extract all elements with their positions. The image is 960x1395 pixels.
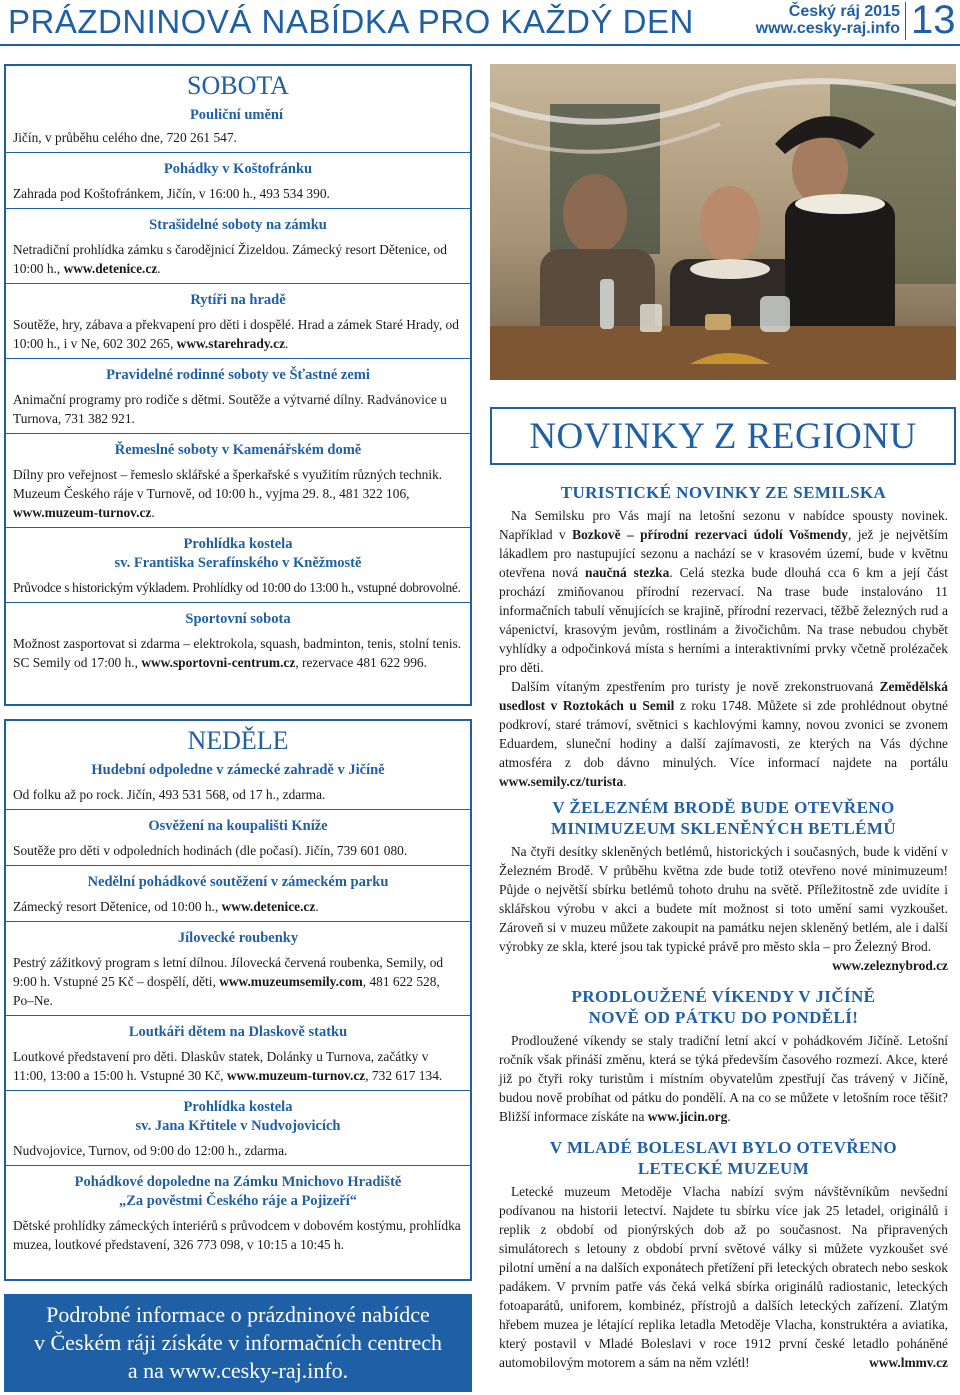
event-title-line2: sv. Františka Serafínského v Kněžmostě — [114, 555, 362, 571]
event-title: Rytíři na hradě — [190, 292, 286, 308]
page-number: 13 — [911, 0, 956, 42]
event-item — [6, 1173, 470, 1254]
event-text-part: Pestrý zážitkový program s letní dílnou. Jílovecká červená roubenka, Semily, od 9:00 h. Vstupné 25 Kč – dospělí, děti, — [13, 955, 444, 989]
text-part: Prodloužené víkendy se staly tradiční letní akcí v pohádkovém Jičíně. Letošní ročník však přináší změnu, která se týká především časového rozmezí. Akce, které již po čtyři roky turistům i místním obyvatelům zpestřují čas trávený v Jičíně, budou nově probíhat od pátku do pondělí. A na co se můžete v letošním roce těšit? Bližší informace získáte na — [499, 1033, 948, 1124]
event-text-part: , 732 617 134. — [365, 1068, 443, 1083]
section-heading-novinky: NOVINKY Z REGIONU — [490, 407, 956, 465]
event-link[interactable]: www.detenice.cz — [221, 899, 316, 914]
event-text: Animační programy pro rodiče s dětmi. Soutěže a výtvarné dílny. Radvánovice u Turnova, 731 382 921. — [13, 392, 447, 426]
event-text — [13, 240, 463, 278]
article-paragraph — [499, 842, 948, 973]
event-text: Nudvojovice, Turnov, od 9:00 do 12:00 h., zdarma. — [13, 1143, 288, 1158]
event-photo — [490, 64, 956, 380]
event-text-part: Dílny pro veřejnost – řemeslo sklářské a šperkařské s využitím různých technik. Muzeum Českého ráje v Turnově, od 10:00 h., vyjma 29. 8., 481 322 106, — [13, 467, 443, 501]
article-boleslav — [499, 1137, 948, 1372]
page-header — [0, 0, 960, 46]
event-title: Prohlídka kostela — [183, 536, 293, 552]
event-text: Zahrada pod Koštofránkem, Jičín, v 16:00 h., 493 534 390. — [13, 186, 330, 201]
article-jicin — [499, 986, 948, 1126]
article-link[interactable]: www.zeleznybrod.cz — [832, 958, 948, 973]
event-item — [6, 873, 470, 916]
info-banner — [4, 1294, 472, 1392]
event-title: Hudební odpoledne v zámecké zahradě v Jičíně — [91, 762, 385, 778]
publication-website[interactable]: www.cesky-raj.info — [755, 20, 900, 37]
event-text-part: Soutěže, hry, zábava a překvapení pro děti i dospělé. Hrad a zámek Staré Hrady, od 10:00 h., i v Ne, 602 302 265, — [13, 317, 459, 351]
event-title: Pravidelné rodinné soboty ve Šťastné zemi — [106, 367, 370, 383]
event-text-part: . — [157, 261, 161, 276]
event-link[interactable]: www.sportovni-centrum.cz — [141, 655, 296, 670]
event-text-part: Loutkové představení pro děti. Dlaskův statek, Dolánky u Turnova, začátky v 11:00, 13:00 a 15:00 h. Vstupné 30 Kč, — [13, 1049, 429, 1083]
event-text — [13, 634, 463, 672]
divider — [6, 921, 470, 922]
text-bold: naučná stezka — [585, 565, 670, 580]
event-item — [6, 929, 470, 1010]
divider — [6, 1090, 470, 1091]
event-link[interactable]: www.muzeum-turnov.cz — [226, 1068, 366, 1083]
saturday-heading: SOBOTA — [187, 71, 289, 100]
event-title: Řemeslné soboty v Kamenářském domě — [114, 442, 362, 458]
text-part: Na Semilsku pro Vás mají na letošní sezonu v nabídce spousty novinek. Například v — [499, 508, 948, 542]
info-banner-line: Podrobné informace o prázdninové nabídce — [46, 1302, 430, 1327]
event-text-part: , rezervace 481 622 996. — [295, 655, 427, 670]
event-text-part: . — [285, 336, 289, 351]
event-item — [6, 610, 470, 672]
event-title: Jílovecké roubenky — [177, 930, 299, 946]
event-item — [6, 366, 470, 428]
event-text-part: , 481 622 528, Po–Ne. — [13, 974, 440, 1008]
article-paragraph — [499, 677, 948, 791]
event-item — [6, 817, 470, 860]
article-betlemy — [499, 797, 948, 975]
article-title-line2: LETECKÉ MUZEUM — [637, 1159, 810, 1178]
event-title: Strašidelné soboty na zámku — [149, 217, 327, 233]
header-divider — [905, 2, 906, 40]
event-link[interactable]: www.detenice.cz — [63, 261, 158, 276]
article-paragraph — [499, 1031, 948, 1126]
article-body — [499, 1031, 948, 1126]
event-title: Pohádky v Koštofránku — [163, 161, 313, 177]
photo-illustration — [490, 64, 956, 380]
event-title: Loutkáři dětem na Dlaskově statku — [128, 1024, 348, 1040]
article-paragraph — [499, 1182, 948, 1372]
text-part: , jež je největším lákadlem pro nastupující sezonu a nachází se v krasovém území, bude v květnu otevřena nová — [499, 527, 948, 580]
article-title: V MLADÉ BOLESLAVI BYLO OTEVŘENO — [549, 1138, 898, 1157]
article-link[interactable]: www.lmmv.cz — [869, 1355, 948, 1370]
event-text-part: . — [315, 899, 319, 914]
saturday-box — [4, 64, 472, 706]
info-banner-line: v Českém ráji získáte v informačních centrech — [33, 1330, 443, 1355]
event-text-part: . — [151, 505, 155, 520]
event-text — [13, 897, 463, 916]
text-bold: Bozkově – přírodní rezervaci údolí Vošmendy — [572, 527, 848, 542]
divider — [6, 527, 470, 528]
article-semily — [499, 482, 948, 791]
publication-name: Český ráj 2015 — [788, 3, 900, 20]
text-part: Dalším vítaným zpestřením pro turisty je nově zrekonstruovaná — [511, 679, 880, 694]
event-item — [6, 216, 470, 278]
header-rule — [0, 44, 960, 46]
event-link[interactable]: www.starehrady.cz — [176, 336, 286, 351]
article-title-line2: MINIMUZEUM SKLENĚNÝCH BETLÉMŮ — [550, 819, 897, 838]
article-title: PRODLOUŽENÉ VÍKENDY V JIČÍNĚ — [571, 987, 876, 1006]
event-text: Soutěže pro děti v odpoledních hodinách (dle počasí). Jičín, 739 601 080. — [13, 843, 408, 858]
divider — [6, 865, 470, 866]
publication-block — [756, 3, 900, 37]
text-part: Na čtyři desítky skleněných betlémů, historických i současných, bude k vidění v Železném Brodě. V průběhu května zde bude totiž otevřeno nové minimuzeum! Půjde o největší sbírku betlémů tohoto druhu na světě. Příležitostně zde uvidíte i sklářskou výrobu v akci a budete mít možnost si toto umění sami vyzkoušet. Zároveň si v muzeu můžete zakoupit na památku nejen skleněný betlém, ale i další výrobky ze skla, které jsou tak typické právě pro město skla – pro Železný Brod. — [499, 844, 948, 954]
article-link[interactable]: www.jicin.org — [647, 1109, 728, 1124]
event-title: Pohádkové dopoledne na Zámku Mnichovo Hradiště — [74, 1174, 402, 1190]
article-body — [499, 1182, 948, 1372]
event-item — [6, 106, 470, 147]
event-title-line2: „Za pověstmi Českého ráje a Pojizeří“ — [119, 1193, 357, 1209]
event-title: Sportovní sobota — [185, 611, 291, 627]
event-item — [6, 761, 470, 804]
article-link[interactable]: www.semily.cz/turista — [499, 774, 624, 789]
event-title: Pouliční umění — [189, 107, 283, 123]
event-text: Dětské prohlídky zámeckých interiérů s průvodcem v dobovém kostýmu, prohlídka muzea, loutkové představení, 326 773 098, v 10:15 a 10:45 h. — [13, 1218, 461, 1252]
event-item — [6, 1023, 470, 1085]
sunday-box — [4, 719, 472, 1281]
event-text — [13, 953, 463, 1010]
event-link[interactable]: www.muzeum-turnov.cz — [13, 505, 152, 520]
event-title: Nedělní pohádkové soutěžení v zámeckém parku — [87, 874, 389, 890]
text-part: z roku 1748. Můžete si zde prohlédnout obytné podkroví, staré trámoví, světnici s kachlovými kamny, novou zvonici se zvonem Eduardem, sluneční hodiny a další zajímavosti, ze kterých na Vás dýchne atmosféra z dob dávno minulých. Více informací najdete na portálu — [499, 698, 948, 770]
info-banner-line: a na www.cesky-raj.info. — [127, 1358, 349, 1383]
divider — [6, 809, 470, 810]
page-title: PRÁZDNINOVÁ NABÍDKA PRO KAŽDÝ DEN — [8, 3, 694, 40]
event-text-part: Netradiční prohlídka zámku s čarodějnicí Žizeldou. Zámecký resort Dětenice, od 10:00 h., — [13, 242, 447, 276]
event-item — [6, 535, 470, 597]
event-text — [13, 1047, 463, 1085]
event-text-part: Možnost zasportovat si zdarma – elektrokola, squash, badminton, tenis, stolní tenis. SC Semily od 17:00 h., — [13, 636, 462, 670]
event-item — [6, 160, 470, 203]
event-text-part: Zámecký resort Dětenice, od 10:00 h., — [13, 899, 222, 914]
divider — [6, 433, 470, 434]
divider — [6, 152, 470, 153]
text-part: Letecké muzeum Metoděje Vlacha nabízí svým návštěvníkům nevšední podívanou na historii letectví. Najdete tu sbírku více jak 25 letadel, originálů i replik z období od pionýrských dob až po současnost. Na připravených simulátorech s letouny z období první světové války si můžete vyzkoušet své pilotní umění a na dalších exponátech přetížení při leteckých obratech nebo seskok padákem. V prvním patře vás čeká velká sbírka originálů radiostanic, leteckých fotoaparátů, uniforem, kombinéz, přístrojů a dalších leteckých zařízení. Zlatým hřebem muzea je létající replika letadla Metoděje Vlacha, konstruktéra a aviatika, který postavil v Mladé Boleslavi v roce 1912 první české letadlo poháněné automobilovým motorem a sám na něm vzlétl! — [499, 1184, 948, 1370]
event-title-line2: sv. Jana Křtitele v Nudvojovicích — [135, 1118, 341, 1134]
event-text: Od folku až po rock. Jičín, 493 531 568, od 17 h., zdarma. — [13, 787, 326, 802]
event-title: Osvěžení na koupališti Kníže — [148, 818, 328, 834]
sunday-heading: NEDĚLE — [187, 726, 289, 755]
event-link[interactable]: www.muzeumsemily.com — [219, 974, 363, 989]
divider — [6, 283, 470, 284]
event-item — [6, 1098, 470, 1160]
event-text: Jičín, v průběhu celého dne, 720 261 547. — [13, 130, 237, 145]
event-title: Prohlídka kostela — [183, 1099, 293, 1115]
article-title-line2: NOVĚ OD PÁTKU DO PONDĚLÍ! — [588, 1008, 859, 1027]
event-text — [13, 315, 463, 353]
text-bold: Zemědělská usedlost v Roztokách u Semil — [499, 679, 948, 713]
article-body — [499, 506, 948, 791]
article-paragraph — [499, 506, 948, 677]
text-part: . Celá stezka bude dlouhá cca 6 km a její část prochází zmiňovanou přírodní rezervací. Na trase bude instalováno 11 informačních tabulí věnujících se krajině, přírodní rezervaci, těžbě železných rud a vápenictví, krasovým jevům, rostlinám a živočichům. Na trase nebudou chybět vyhlídky a odpočinková místa s herními a interaktivními prvky včetně prolézaček pro děti. — [499, 565, 948, 675]
text-part: . — [727, 1109, 731, 1124]
article-title: V ŽELEZNÉM BRODĚ BUDE OTEVŘENO — [552, 798, 895, 817]
event-item — [6, 291, 470, 353]
divider — [6, 1165, 470, 1166]
divider — [6, 358, 470, 359]
divider — [6, 1015, 470, 1016]
event-text — [13, 465, 463, 522]
divider — [6, 208, 470, 209]
event-text: Průvodce s historickým výkladem. Prohlídky od 10:00 do 13:00 h., vstupné dobrovolné. — [13, 580, 461, 595]
article-title: TURISTICKÉ NOVINKY ZE SEMILSKA — [560, 483, 887, 502]
divider — [6, 602, 470, 603]
text-part: . — [623, 774, 627, 789]
article-body — [499, 842, 948, 973]
event-item — [6, 441, 470, 522]
